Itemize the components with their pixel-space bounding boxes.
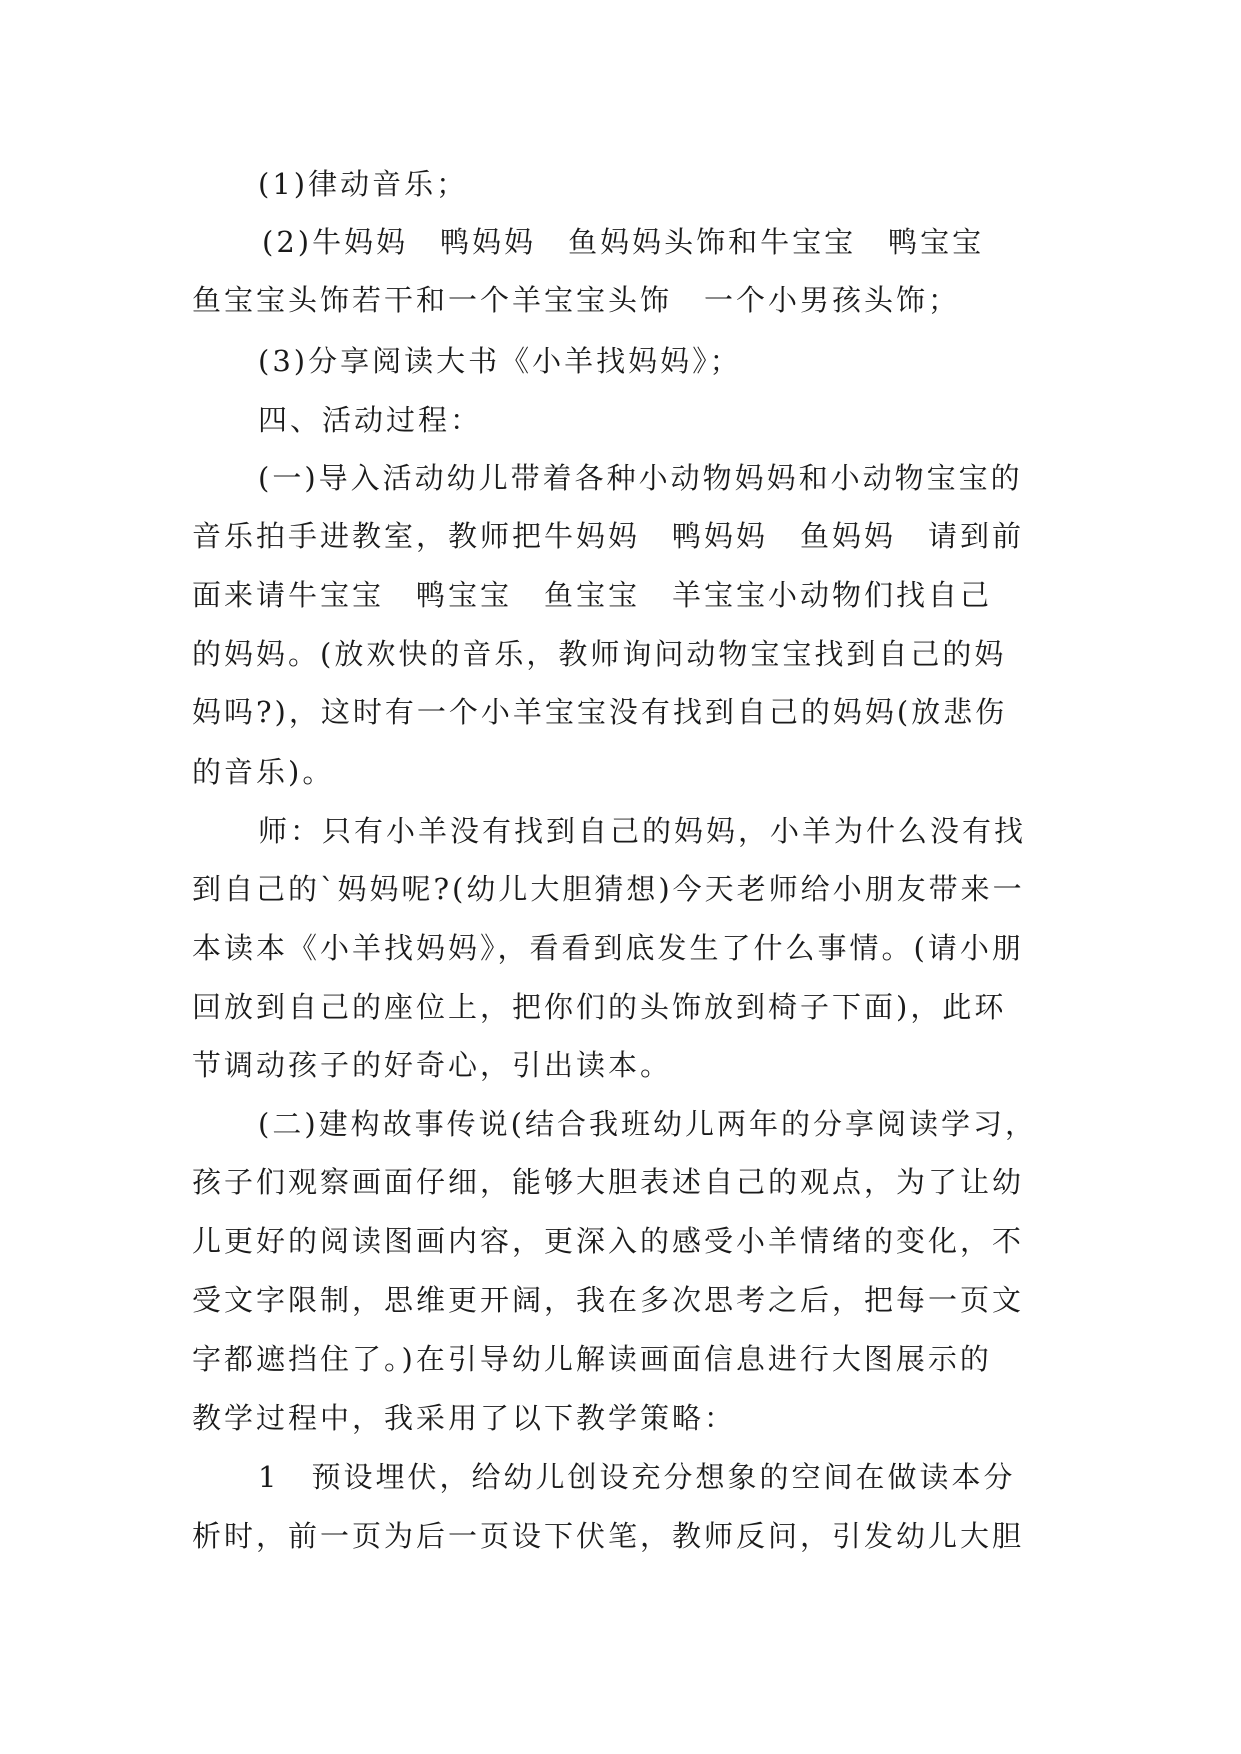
- text-line: 鱼宝宝头饰若干和一个羊宝宝头饰 一个小男孩头饰；: [192, 283, 961, 317]
- text-line: 音乐拍手进教室，教师把牛妈妈 鸭妈妈 鱼妈妈 请到前: [192, 519, 1025, 553]
- text-line: (二)建构故事传说(结合我班幼儿两年的分享阅读学习，: [258, 1107, 1037, 1141]
- text-line: 妈吗?)，这时有一个小羊宝宝没有找到自己的妈妈(放悲伤: [192, 695, 1008, 729]
- text-line: 的音乐)。: [192, 755, 335, 789]
- text-line: 本读本《小羊找妈妈》，看看到底发生了什么事情。(请小朋: [192, 931, 1024, 965]
- text-line: 孩子们观察画面仔细，能够大胆表述自己的观点，为了让幼: [192, 1165, 1025, 1199]
- text-line: 节调动孩子的好奇心，引出读本。: [192, 1048, 673, 1082]
- text-line: (2)牛妈妈 鸭妈妈 鱼妈妈头饰和牛宝宝 鸭宝宝: [262, 225, 985, 259]
- text-line: 字都遮挡住了。)在引导幼儿解读画面信息进行大图展示的: [192, 1342, 992, 1376]
- text-line: (一)导入活动幼儿带着各种小动物妈妈和小动物宝宝的: [258, 461, 1023, 495]
- text-line: 教学过程中，我采用了以下教学策略：: [192, 1401, 737, 1435]
- text-line: 受文字限制，思维更开阔，我在多次思考之后，把每一页文: [192, 1283, 1025, 1317]
- text-line: (3)分享阅读大书《小羊找妈妈》；: [258, 344, 742, 378]
- text-line: 析时，前一页为后一页设下伏笔，教师反问，引发幼儿大胆: [192, 1519, 1025, 1553]
- section-heading: 四、活动过程：: [258, 403, 483, 437]
- text-line: 的妈妈。(放欢快的音乐，教师询问动物宝宝找到自己的妈: [192, 637, 1007, 671]
- text-line: 师：只有小羊没有找到自己的妈妈，小羊为什么没有找: [258, 814, 1027, 848]
- text-line: 儿更好的阅读图画内容，更深入的感受小羊情绪的变化，不: [192, 1224, 1025, 1258]
- text-line: 到自己的`妈妈呢?(幼儿大胆猜想)今天老师给小朋友带来一: [192, 872, 1025, 906]
- text-line: 1 预设埋伏，给幼儿创设充分想象的空间在做读本分: [258, 1460, 1016, 1494]
- text-line: 回放到自己的座位上，把你们的头饰放到椅子下面)，此环: [192, 990, 1007, 1024]
- text-line: 面来请牛宝宝 鸭宝宝 鱼宝宝 羊宝宝小动物们找自己: [192, 578, 993, 612]
- text-line: (1)律动音乐；: [258, 167, 469, 201]
